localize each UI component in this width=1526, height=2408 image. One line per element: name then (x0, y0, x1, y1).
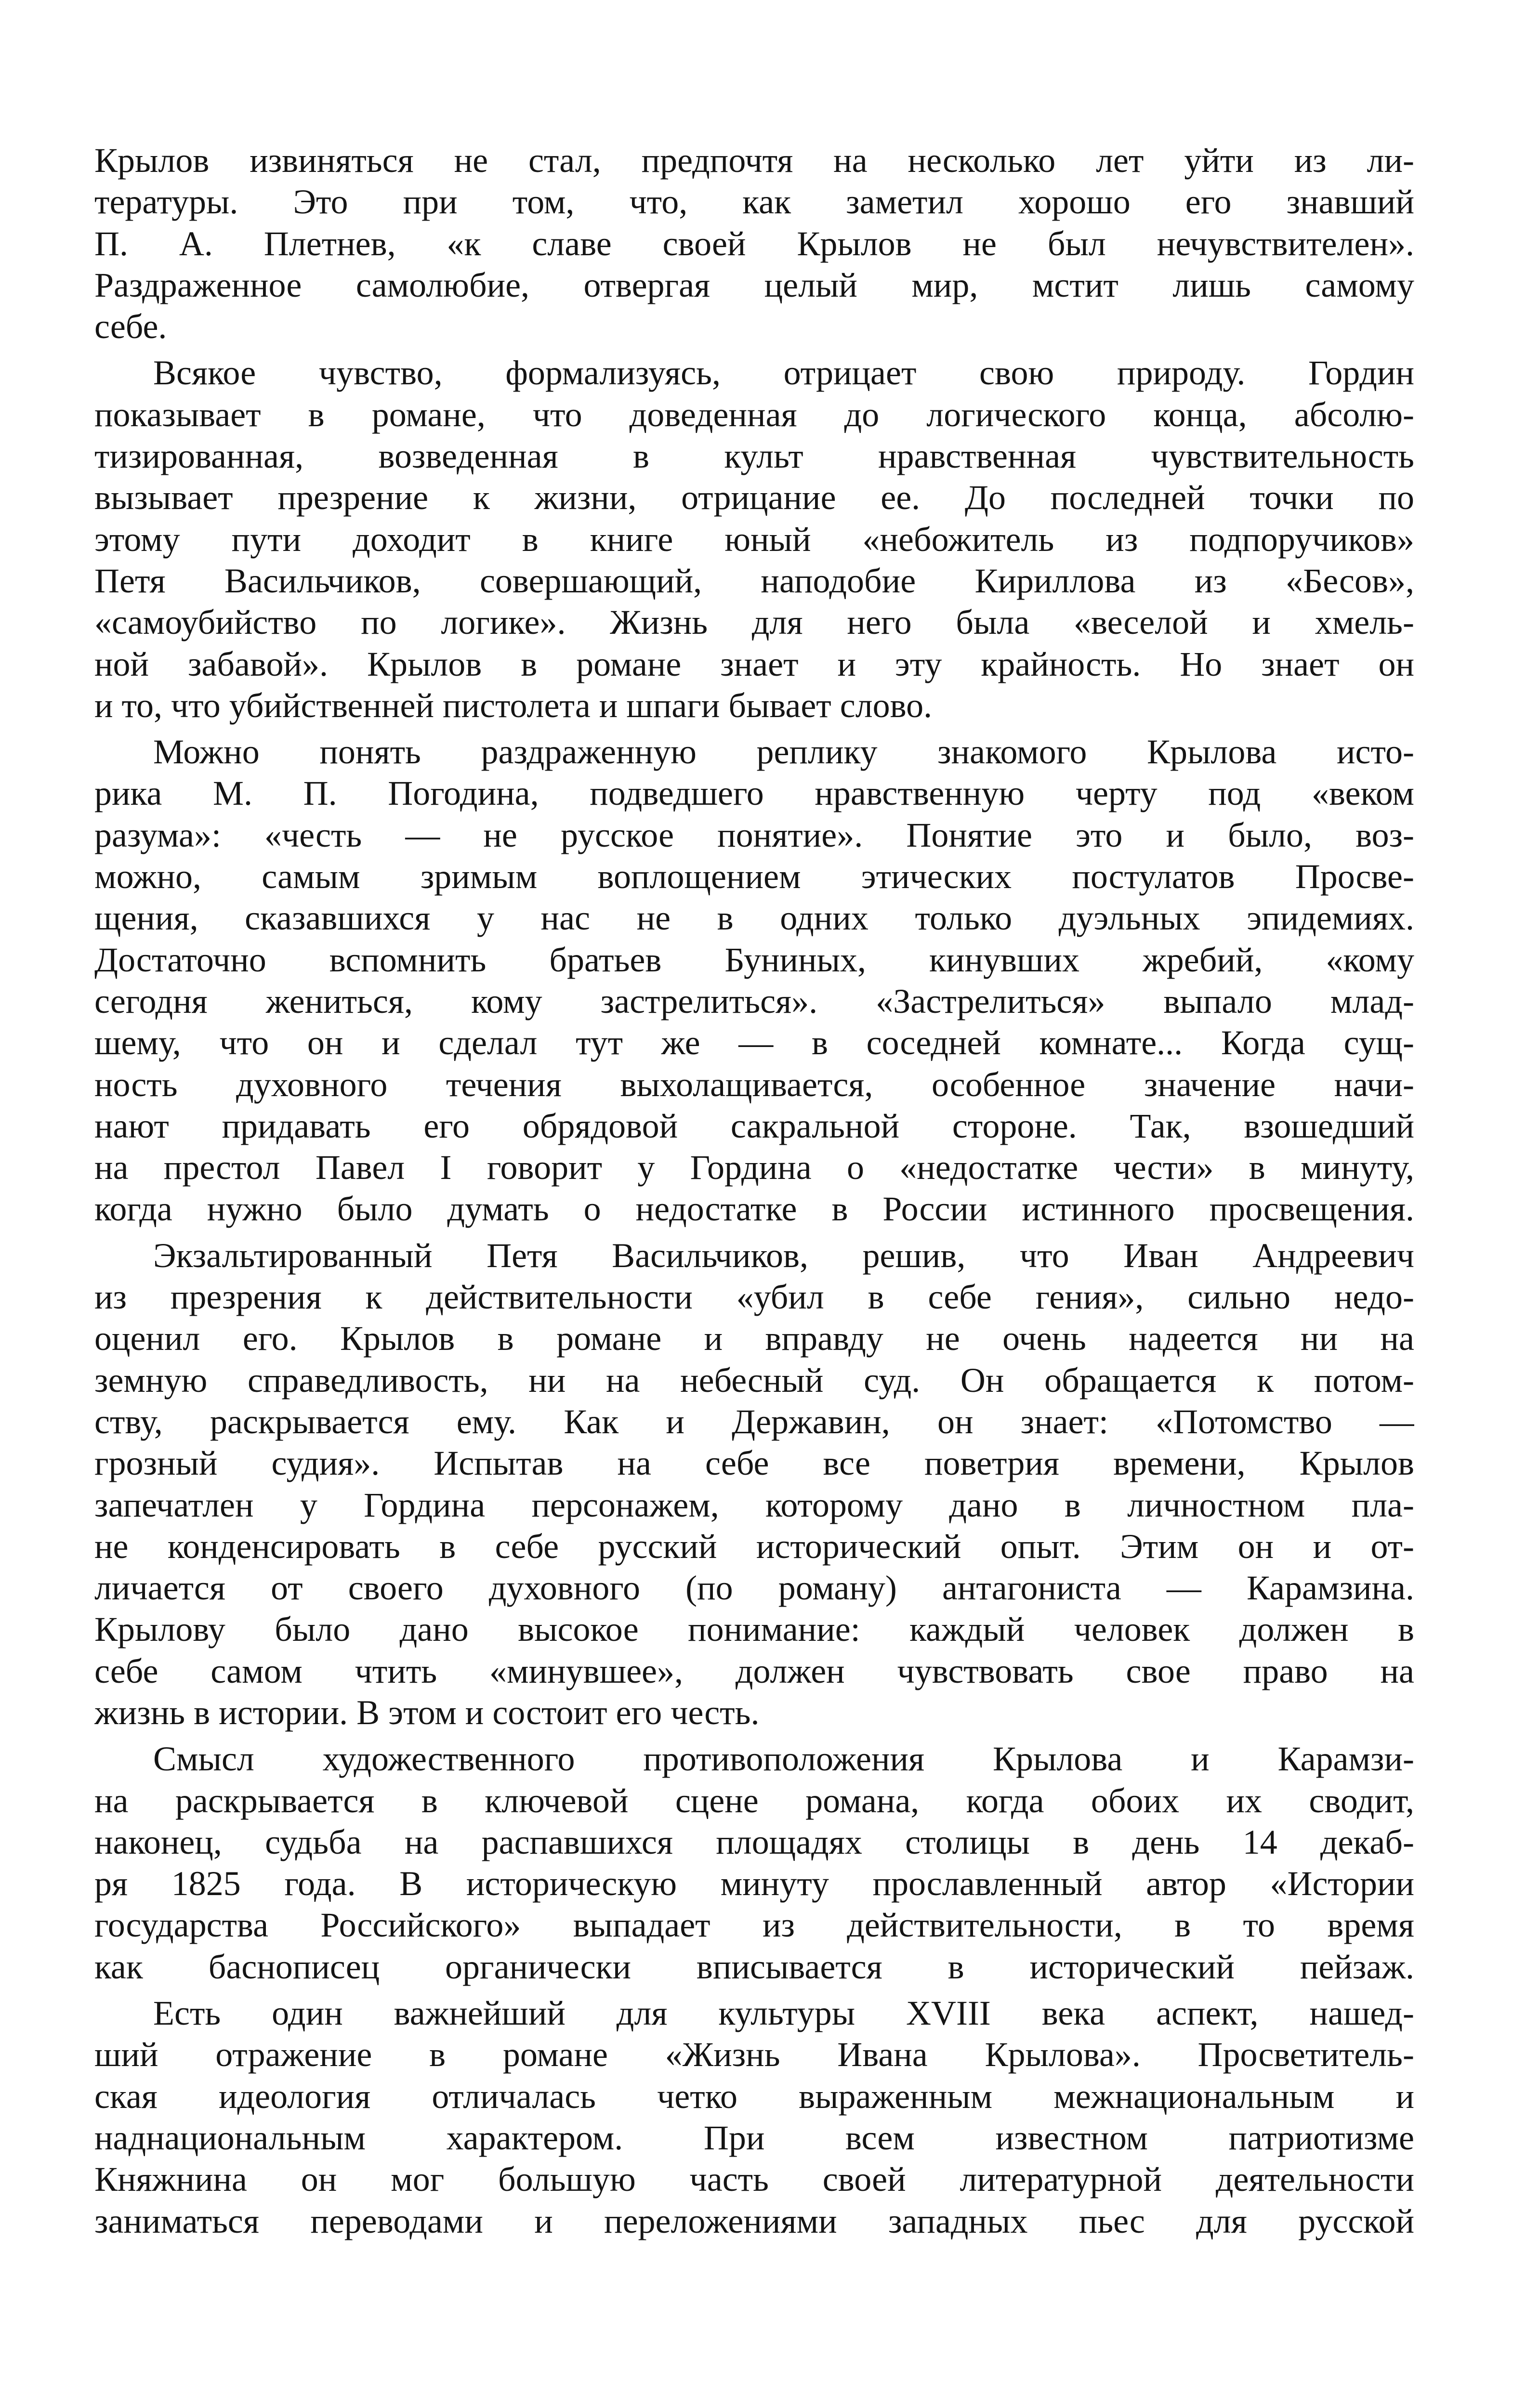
paragraph-2 (94, 352, 1414, 726)
text-line: Смысл художественного противоположения Крылова и Карамзи- (153, 1740, 1414, 1779)
text-line: разума»: «честь — не русское понятие». Понятие это и было, воз- (94, 815, 1414, 854)
text-line: не конденсировать в себе русский исторический опыт. Этим он и от- (94, 1527, 1414, 1566)
text-line: Крылову было дано высокое понимание: каждый человек должен в (94, 1610, 1414, 1649)
text-line: показывает в романе, что доведенная до логического конца, абсолю- (94, 395, 1414, 434)
text-line: на престол Павел I говорит у Гордина о «недостатке чести» в минуту, (94, 1148, 1414, 1187)
text-line: наконец, судьба на распавшихся площадях столицы в день 14 декаб- (94, 1822, 1414, 1861)
paragraph-1 (94, 140, 1414, 347)
text-line: как баснописец органически вписывается в исторический пейзаж. (94, 1947, 1414, 1986)
page-text (94, 140, 1414, 2242)
text-line: Княжнина он мог большую часть своей литературной деятельности (94, 2160, 1414, 2199)
text-line: шему, что он и сделал тут же — в соседней комнате... Когда сущ- (94, 1023, 1414, 1062)
text-line: Петя Васильчиков, совершающий, наподобие Кириллова из «Бесов», (94, 561, 1414, 600)
text-line: ству, раскрывается ему. Как и Державин, он знает: «Потомство — (94, 1402, 1414, 1441)
text-line: Крылов извиняться не стал, предпочтя на несколько лет уйти из ли- (94, 141, 1414, 180)
text-line: и то, что убийственней пистолета и шпаги бывает слово. (94, 686, 933, 725)
text-line: личается от своего духовного (по роману) антагониста — Карамзина. (94, 1569, 1414, 1608)
text-line: этому пути доходит в книге юный «небожитель из подпоручиков» (94, 520, 1414, 559)
text-line: жизнь в истории. В этом и состоит его честь. (94, 1693, 760, 1732)
text-line: сегодня жениться, кому застрелиться». «Застрелиться» выпало млад- (94, 982, 1414, 1021)
text-line: ность духовного течения выхолащивается, особенное значение начи- (94, 1065, 1414, 1104)
text-line: на раскрывается в ключевой сцене романа, когда обоих их сводит, (94, 1781, 1414, 1820)
text-line: щения, сказавшихся у нас не в одних только дуэльных эпидемиях. (94, 899, 1414, 938)
text-line: ря 1825 года. В историческую минуту прославленный автор «Истории (94, 1864, 1414, 1903)
text-line: П. А. Плетнев, «к славе своей Крылов не был нечувствителен». (94, 224, 1414, 263)
text-line: оценил его. Крылов в романе и вправду не очень надеется ни на (94, 1319, 1414, 1358)
text-line: нают придавать его обрядовой сакральной стороне. Так, взошедший (94, 1106, 1414, 1145)
paragraph-6 (94, 1992, 1414, 2242)
text-line: из презрения к действительности «убил в себе гения», сильно недо- (94, 1278, 1414, 1317)
text-line: когда нужно было думать о недостатке в России истинного просвещения. (94, 1190, 1414, 1229)
text-line: Раздраженное самолюбие, отвергая целый мир, мстит лишь самому (94, 265, 1414, 304)
text-line: грозный судия». Испытав на себе все поветрия времени, Крылов (94, 1444, 1414, 1483)
text-line: рика М. П. Погодина, подведшего нравственную черту под «веком (94, 774, 1414, 813)
text-line: Есть один важнейший для культуры XVIII века аспект, нашед- (153, 1994, 1414, 2033)
paragraph-5 (94, 1738, 1414, 1988)
text-line: себе самом чтить «минувшее», должен чувствовать свое право на (94, 1651, 1414, 1690)
text-line: Всякое чувство, формализуясь, отрицает свою природу. Гордин (153, 353, 1414, 393)
text-line: ной забавой». Крылов в романе знает и эту крайность. Но знает он (94, 644, 1414, 683)
text-line: запечатлен у Гордина персонажем, которому дано в личностном пла- (94, 1485, 1414, 1524)
paragraph-3 (94, 731, 1414, 1230)
text-line: тературы. Это при том, что, как заметил хорошо его знавший (94, 183, 1414, 222)
text-line: Можно понять раздраженную реплику знакомого Крылова исто- (153, 733, 1414, 772)
text-line: вызывает презрение к жизни, отрицание ее. До последней точки по (94, 478, 1414, 517)
text-line: себе. (94, 307, 167, 346)
text-line: Экзальтированный Петя Васильчиков, решив, что Иван Андреевич (153, 1236, 1414, 1275)
text-line: государства Российского» выпадает из действительности, в то время (94, 1906, 1414, 1945)
text-line: Достаточно вспомнить братьев Буниных, кинувших жребий, «кому (94, 940, 1414, 979)
text-line: ший отражение в романе «Жизнь Ивана Крылова». Просветитель- (94, 2035, 1414, 2074)
text-line: «самоубийство по логике». Жизнь для него была «веселой и хмель- (94, 603, 1414, 642)
text-line: заниматься переводами и переложениями западных пьес для русской (94, 2201, 1414, 2240)
text-line: можно, самым зримым воплощением этических постулатов Просве- (94, 857, 1414, 896)
text-line: наднациональным характером. При всем известном патриотизме (94, 2118, 1414, 2157)
text-line: ская идеология отличалась четко выраженным межнациональным и (94, 2077, 1414, 2116)
text-line: земную справедливость, ни на небесный суд. Он обращается к потом- (94, 1361, 1414, 1400)
text-line: тизированная, возведенная в культ нравственная чувствительность (94, 437, 1414, 476)
paragraph-4 (94, 1235, 1414, 1734)
